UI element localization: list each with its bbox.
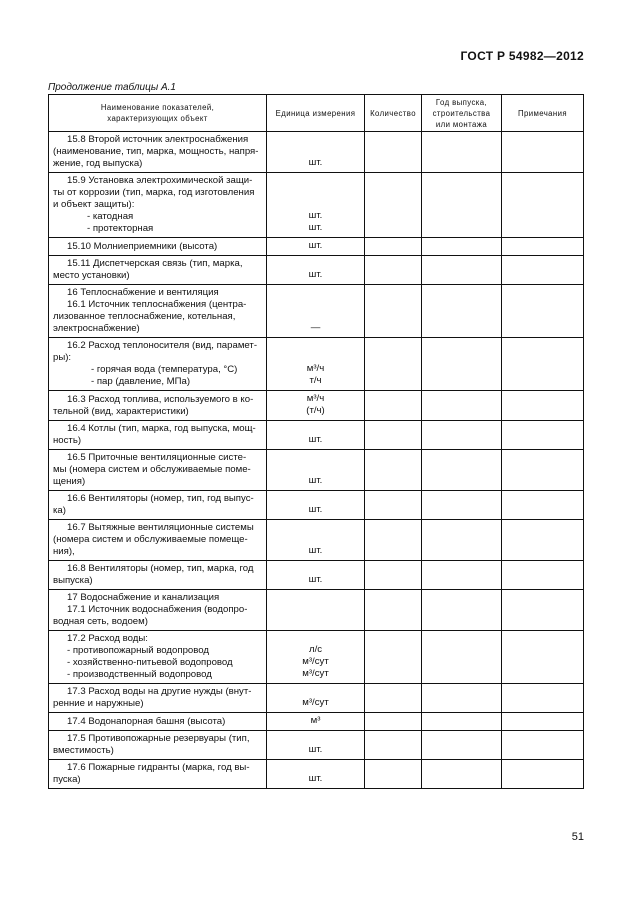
unit-value: шт. (308, 240, 323, 251)
notes-cell (502, 631, 584, 684)
indicator-name-line: - катодная (87, 211, 134, 222)
indicator-name-line: ры): (53, 352, 72, 363)
quantity-cell (365, 684, 422, 713)
year-cell (422, 173, 502, 238)
indicator-name-line: 15.11 Диспетчерская связь (тип, марка, (67, 258, 243, 269)
quantity-cell (365, 520, 422, 561)
year-cell (422, 684, 502, 713)
column-header-line: Примечания (517, 108, 567, 118)
year-cell (422, 520, 502, 561)
table-row (49, 491, 584, 520)
year-cell (422, 713, 502, 731)
notes-cell (502, 450, 584, 491)
indicator-name-cell (49, 684, 267, 713)
unit-value: м³/ч (306, 393, 325, 404)
quantity-cell (365, 450, 422, 491)
year-cell (422, 391, 502, 421)
table-row (49, 132, 584, 173)
unit-cell (267, 238, 365, 256)
indicator-name-line: 16 Теплоснабжение и вентиляция (67, 287, 219, 298)
table-row (49, 421, 584, 450)
unit-value: шт. (308, 545, 323, 556)
indicator-name-line: 17.3 Расход воды на другие нужды (внут- (67, 686, 252, 697)
indicator-name-line: - хозяйственно-питьевой водопровод (67, 657, 233, 668)
unit-cell (267, 491, 365, 520)
indicator-name-cell (49, 285, 267, 338)
indicator-name-cell (49, 238, 267, 256)
table-row (49, 391, 584, 421)
table-row (49, 173, 584, 238)
notes-cell (502, 491, 584, 520)
table-row (49, 631, 584, 684)
indicator-name-line: 15.9 Установка электрохимической защи- (67, 175, 253, 186)
indicator-name-line: 15.8 Второй источник электроснабжения (67, 134, 249, 145)
year-cell (422, 132, 502, 173)
unit-value: шт. (308, 744, 323, 755)
table-caption: Продолжение таблицы А.1 (48, 82, 176, 93)
indicator-name-line: 16.2 Расход теплоносителя (вид, парамет- (67, 340, 258, 351)
unit-value: м³/ч (306, 363, 325, 374)
notes-cell (502, 256, 584, 285)
indicator-name-line: выпуска) (53, 575, 93, 586)
indicator-name-cell (49, 421, 267, 450)
quantity-cell (365, 256, 422, 285)
quantity-cell (365, 238, 422, 256)
unit-cell (267, 631, 365, 684)
unit-value: шт. (308, 773, 323, 784)
column-header-line: Единица измерения (275, 108, 356, 118)
notes-cell (502, 684, 584, 713)
quantity-cell (365, 713, 422, 731)
quantity-cell (365, 421, 422, 450)
table-row (49, 256, 584, 285)
unit-value: шт. (308, 222, 323, 233)
year-cell (422, 421, 502, 450)
indicator-name-cell (49, 520, 267, 561)
notes-cell (502, 421, 584, 450)
indicator-name-cell (49, 450, 267, 491)
unit-value: м³/сут (302, 656, 329, 667)
notes-cell (502, 590, 584, 631)
year-cell (422, 338, 502, 391)
indicator-name-cell (49, 760, 267, 789)
indicator-name-line: - протекторная (87, 223, 154, 234)
indicator-name-line: место установки) (53, 270, 130, 281)
notes-cell (502, 561, 584, 590)
table-row (49, 713, 584, 731)
quantity-cell (365, 561, 422, 590)
unit-cell (267, 684, 365, 713)
unit-value: шт. (308, 504, 323, 515)
column-header-line: строительства (432, 108, 491, 118)
quantity-cell (365, 590, 422, 631)
year-cell (422, 590, 502, 631)
quantity-cell (365, 731, 422, 760)
notes-cell (502, 173, 584, 238)
unit-value: т/ч (309, 375, 322, 386)
year-cell (422, 631, 502, 684)
indicator-name-line: 16.1 Источник теплоснабжения (центра- (67, 299, 247, 310)
indicator-name-line: 17.1 Источник водоснабжения (водопро- (67, 604, 248, 615)
indicator-name-line: ка) (53, 505, 66, 516)
indicator-name-line: ния), (53, 546, 75, 557)
unit-value: шт. (308, 269, 323, 280)
column-header-line: или монтажа (435, 119, 488, 129)
year-cell (422, 561, 502, 590)
indicator-name-cell (49, 713, 267, 731)
indicator-name-line: 16.5 Приточные вентиляционные систе- (67, 452, 247, 463)
column-header-quantity (365, 95, 422, 132)
unit-cell (267, 450, 365, 491)
indicator-name-cell (49, 731, 267, 760)
indicator-name-line: ренние и наружные) (53, 698, 144, 709)
indicator-name-line: вместимость) (53, 745, 114, 756)
table-row (49, 731, 584, 760)
notes-cell (502, 731, 584, 760)
indicator-name-cell (49, 173, 267, 238)
year-cell (422, 760, 502, 789)
table-row (49, 238, 584, 256)
quantity-cell (365, 173, 422, 238)
indicator-name-line: - горячая вода (температура, °С) (91, 364, 238, 375)
year-cell (422, 491, 502, 520)
table-row (49, 684, 584, 713)
indicator-name-cell (49, 631, 267, 684)
indicator-name-line: электроснабжение) (53, 323, 140, 334)
table-header-row (49, 95, 584, 132)
indicator-name-line: 16.3 Расход топлива, используемого в ко- (67, 394, 254, 405)
indicator-name-line: 17.5 Противопожарные резервуары (тип, (67, 733, 250, 744)
quantity-cell (365, 491, 422, 520)
indicator-name-line: 17 Водоснабжение и канализация (67, 592, 220, 603)
unit-value: (т/ч) (306, 405, 325, 416)
notes-cell (502, 713, 584, 731)
indicator-name-line: 17.4 Водонапорная башня (высота) (67, 716, 226, 727)
notes-cell (502, 760, 584, 789)
unit-value: м³ (310, 715, 321, 726)
table-row (49, 338, 584, 391)
quantity-cell (365, 631, 422, 684)
indicator-name-line: 16.4 Котлы (тип, марка, год выпуска, мощ- (67, 423, 256, 434)
table-row (49, 450, 584, 491)
indicator-name-cell (49, 491, 267, 520)
indicator-name-line: (номера систем и обслуживаемые помеще- (53, 534, 248, 545)
unit-value: л/с (308, 644, 323, 655)
unit-cell (267, 256, 365, 285)
indicator-name-line: 15.10 Молниеприемники (высота) (67, 241, 218, 252)
notes-cell (502, 238, 584, 256)
indicator-name-line: 16.7 Вытяжные вентиляционные системы (67, 522, 254, 533)
unit-value: шт. (308, 210, 323, 221)
unit-cell (267, 173, 365, 238)
unit-cell (267, 391, 365, 421)
unit-value: шт. (308, 157, 323, 168)
column-header-name (49, 95, 267, 132)
quantity-cell (365, 285, 422, 338)
notes-cell (502, 338, 584, 391)
indicator-name-cell (49, 590, 267, 631)
indicator-name-cell (49, 256, 267, 285)
indicator-name-line: - пар (давление, МПа) (91, 376, 191, 387)
quantity-cell (365, 132, 422, 173)
column-header-line: характеризующих объект (107, 114, 208, 123)
year-cell (422, 238, 502, 256)
year-cell (422, 450, 502, 491)
unit-cell (267, 520, 365, 561)
indicator-name-line: 16.6 Вентиляторы (номер, тип, год выпус- (67, 493, 254, 504)
column-header-year (422, 95, 502, 132)
indicator-name-line: (наименование, тип, марка, мощность, напря- (53, 146, 259, 157)
unit-cell (267, 713, 365, 731)
indicator-name-line: 17.2 Расход воды: (67, 633, 148, 644)
unit-value: шт. (308, 574, 323, 585)
quantity-cell (365, 760, 422, 789)
unit-value: шт. (308, 475, 323, 486)
indicator-name-line: 17.6 Пожарные гидранты (марка, год вы- (67, 762, 250, 773)
unit-cell (267, 731, 365, 760)
notes-cell (502, 132, 584, 173)
indicator-name-line: мы (номера систем и обслуживаемые поме- (53, 464, 251, 475)
column-header-line: Год выпуска, (435, 97, 488, 107)
unit-cell (267, 590, 365, 631)
unit-cell (267, 760, 365, 789)
table-row (49, 520, 584, 561)
year-cell (422, 731, 502, 760)
table-row (49, 590, 584, 631)
indicator-name-line: ты от коррозии (тип, марка, год изготовления (53, 187, 255, 198)
unit-cell (267, 132, 365, 173)
column-header-line: Количество (370, 108, 416, 118)
indicator-name-line: пуска) (53, 774, 81, 785)
unit-cell (267, 561, 365, 590)
year-cell (422, 285, 502, 338)
unit-value: м³/сут (302, 697, 329, 708)
indicator-name-line: 16.8 Вентиляторы (номер, тип, марка, год (67, 563, 254, 574)
indicator-name-line: щения) (53, 476, 86, 487)
unit-cell (267, 285, 365, 338)
unit-cell (267, 421, 365, 450)
notes-cell (502, 520, 584, 561)
page-number: 51 (571, 831, 584, 843)
indicator-name-line: - противопожарный водопровод (67, 645, 209, 656)
indicator-name-line: лизованное теплоснабжение, котельная, (53, 311, 236, 322)
indicator-name-line: ность) (53, 435, 82, 446)
indicator-name-cell (49, 338, 267, 391)
indicator-name-line: жение, год выпуска) (53, 158, 143, 169)
quantity-cell (365, 338, 422, 391)
year-cell (422, 256, 502, 285)
unit-cell (267, 338, 365, 391)
indicator-name-line: тельной (вид, характеристики) (53, 406, 189, 417)
notes-cell (502, 285, 584, 338)
table-row (49, 561, 584, 590)
column-header-notes (502, 95, 584, 132)
table-row (49, 760, 584, 789)
indicator-name-cell (49, 391, 267, 421)
unit-value: — (310, 322, 321, 333)
indicator-name-line: - производственный водопровод (67, 669, 212, 680)
notes-cell (502, 391, 584, 421)
unit-value: шт. (308, 434, 323, 445)
column-header-unit (267, 95, 365, 132)
unit-value: м³/сут (302, 668, 329, 679)
table-row (49, 285, 584, 338)
data-table (48, 94, 584, 789)
indicator-name-cell (49, 132, 267, 173)
indicator-name-line: и объект защиты): (53, 199, 135, 210)
document-header: ГОСТ Р 54982—2012 (460, 49, 584, 63)
indicator-name-line: водная сеть, водоем) (53, 616, 148, 627)
indicator-name-cell (49, 561, 267, 590)
column-header-line: Наименование показателей, (100, 103, 215, 112)
quantity-cell (365, 391, 422, 421)
